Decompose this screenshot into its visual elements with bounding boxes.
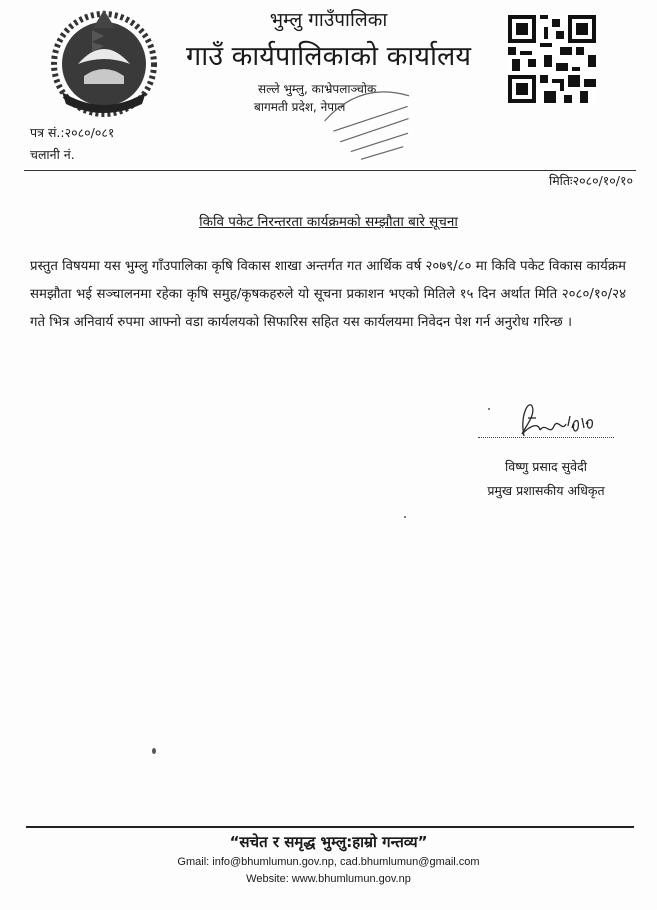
dispatch-number: चलानी नं. — [30, 147, 75, 162]
signature-line — [478, 437, 614, 438]
signatory-title: प्रमुख प्रशासकीय अधिकृत — [487, 483, 605, 498]
org-name: भुम्लु गाउँपालिका — [269, 9, 388, 31]
footer-divider — [26, 826, 634, 828]
office-stamp-icon — [318, 76, 422, 166]
scan-speck — [404, 516, 406, 518]
signature-icon — [510, 396, 600, 450]
scan-speck — [488, 408, 490, 410]
notice-body: प्रस्तुत विषयमा यस भुम्लु गाँउपालिका कृषि विकास शाखा अन्तर्गत गत आर्थिक वर्ष २०७९/८० मा किवि पकेट विकास कार्यक्रम समझौता भई सञ्चालनमा रहेका कृषि समुह/कृषकहरुले यो सूचना प्रकाशन भएको मितिले १५ दिन अर्थात मिति २०८०/१०/२४ गते भित्र अनिवार्य रुपमा आफ्नो वडा कार्यलयको सिफारिस सहित यस कार्यलयमा निवेदन पेश गर्न अनुरोध गरिन्छ । — [30, 259, 626, 330]
footer-motto: “सचेत र समृद्ध भुम्लु:हाम्रो गन्तव्य” — [229, 833, 428, 851]
footer-email: Gmail: info@bhumlumun.gov.np, cad.bhumlumun@gmail.com — [177, 856, 480, 868]
address-line2: बागमती प्रदेश, नेपाल — [254, 100, 346, 114]
signatory-name: विष्णु प्रसाद सुवेदी — [505, 459, 587, 474]
header-divider — [24, 170, 636, 171]
office-name: गाउँ कार्यपालिकाको कार्यालय — [186, 41, 471, 72]
issue-date: मितिः२०८०/१०/१० — [548, 173, 633, 188]
subject-text: किवि पकेट निरन्तरता कार्यक्रमको सम्झौता बारे सूचना — [199, 214, 458, 230]
reference-number: पत्र सं.:२०८०/०८१ — [30, 125, 115, 140]
scan-speck — [152, 748, 156, 754]
notice-subject — [0, 212, 657, 230]
address-line1: सल्ले भुम्लु, काभ्रेपलाञ्चोक — [258, 82, 377, 96]
footer-website: Website: www.bhumlumun.gov.np — [246, 873, 411, 885]
